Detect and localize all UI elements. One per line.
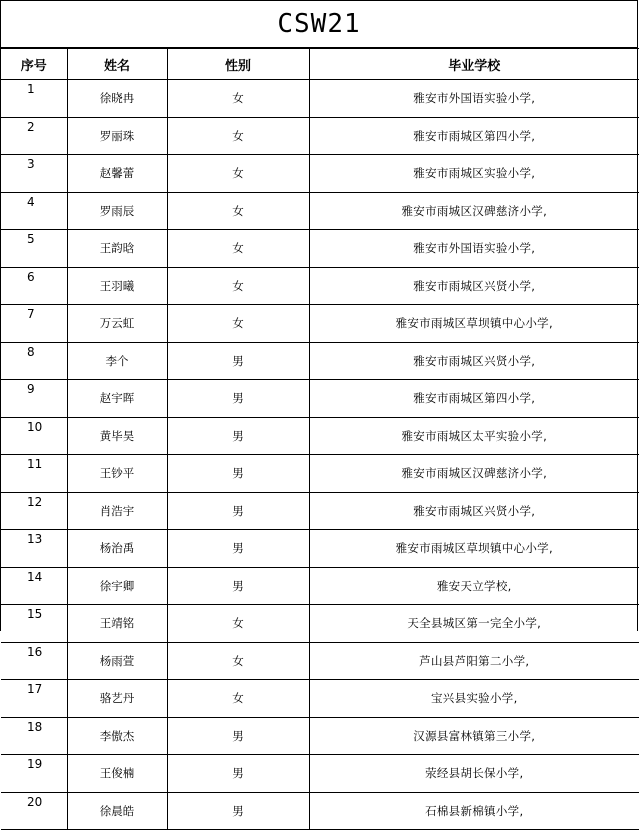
row-number: 14 (1, 567, 67, 605)
student-gender: 男 (167, 792, 309, 830)
student-name: 王韵晗 (67, 230, 167, 268)
student-gender: 女 (167, 680, 309, 718)
table-row (1, 455, 639, 493)
table-row (1, 755, 639, 793)
row-number: 16 (1, 642, 67, 680)
student-gender: 女 (167, 117, 309, 155)
row-number: 12 (1, 492, 67, 530)
school-name: 荥经县胡长保小学, (309, 755, 639, 793)
school-name: 雅安市雨城区汉碑慈济小学, (309, 192, 639, 230)
sheet-title: CSW21 (1, 0, 637, 48)
table-row (1, 192, 639, 230)
student-name: 李个 (67, 342, 167, 380)
row-number: 4 (1, 192, 67, 230)
school-name: 雅安市雨城区草坝镇中心小学, (309, 530, 639, 568)
student-name: 黄毕昊 (67, 417, 167, 455)
row-number: 6 (1, 267, 67, 305)
row-number: 15 (1, 605, 67, 643)
row-number: 10 (1, 417, 67, 455)
row-number: 17 (1, 680, 67, 718)
student-name: 徐晨皓 (67, 792, 167, 830)
student-name: 骆艺丹 (67, 680, 167, 718)
table-row (1, 417, 639, 455)
row-number: 8 (1, 342, 67, 380)
student-gender: 男 (167, 567, 309, 605)
table-row (1, 792, 639, 830)
student-gender: 女 (167, 155, 309, 193)
table-row (1, 680, 639, 718)
student-gender: 女 (167, 305, 309, 343)
student-gender: 女 (167, 80, 309, 118)
row-number: 13 (1, 530, 67, 568)
student-gender: 女 (167, 267, 309, 305)
table-row (1, 530, 639, 568)
student-gender: 男 (167, 417, 309, 455)
school-name: 汉源县富林镇第三小学, (309, 717, 639, 755)
school-name: 天全县城区第一完全小学, (309, 605, 639, 643)
school-name: 雅安天立学校, (309, 567, 639, 605)
student-name: 王羽曦 (67, 267, 167, 305)
row-number: 7 (1, 305, 67, 343)
header-row (1, 49, 639, 80)
table-row (1, 492, 639, 530)
student-gender: 女 (167, 605, 309, 643)
header-name: 姓名 (67, 49, 167, 80)
student-name: 罗雨辰 (67, 192, 167, 230)
school-name: 雅安市雨城区实验小学, (309, 155, 639, 193)
table-row (1, 305, 639, 343)
row-number: 5 (1, 230, 67, 268)
student-name: 李傲杰 (67, 717, 167, 755)
school-name: 雅安市雨城区第四小学, (309, 117, 639, 155)
student-name: 王靖铭 (67, 605, 167, 643)
table-row (1, 380, 639, 418)
row-number: 11 (1, 455, 67, 493)
student-name: 肖浩宇 (67, 492, 167, 530)
student-gender: 男 (167, 755, 309, 793)
header-school: 毕业学校 (309, 49, 639, 80)
student-name: 杨治禹 (67, 530, 167, 568)
row-number: 19 (1, 755, 67, 793)
student-name: 徐晓冉 (67, 80, 167, 118)
table-row (1, 717, 639, 755)
row-number: 18 (1, 717, 67, 755)
table-row (1, 567, 639, 605)
student-gender: 男 (167, 717, 309, 755)
header-no: 序号 (1, 49, 67, 80)
student-gender: 女 (167, 192, 309, 230)
student-table (1, 48, 639, 830)
row-number: 20 (1, 792, 67, 830)
school-name: 雅安市雨城区汉碑慈济小学, (309, 455, 639, 493)
row-number: 9 (1, 380, 67, 418)
student-name: 王俊楠 (67, 755, 167, 793)
student-gender: 男 (167, 492, 309, 530)
table-row (1, 230, 639, 268)
table-row (1, 117, 639, 155)
student-gender: 女 (167, 230, 309, 268)
table-row (1, 267, 639, 305)
school-name: 芦山县芦阳第二小学, (309, 642, 639, 680)
school-name: 雅安市雨城区第四小学, (309, 380, 639, 418)
student-name: 王钞平 (67, 455, 167, 493)
student-name: 万云虹 (67, 305, 167, 343)
row-number: 2 (1, 117, 67, 155)
school-name: 雅安市雨城区兴贤小学, (309, 342, 639, 380)
school-name: 宝兴县实验小学, (309, 680, 639, 718)
school-name: 雅安市雨城区兴贤小学, (309, 267, 639, 305)
student-gender: 男 (167, 380, 309, 418)
table-row (1, 642, 639, 680)
school-name: 雅安市雨城区草坝镇中心小学, (309, 305, 639, 343)
school-name: 雅安市外国语实验小学, (309, 80, 639, 118)
school-name: 雅安市雨城区兴贤小学, (309, 492, 639, 530)
table-row (1, 80, 639, 118)
table-row (1, 605, 639, 643)
student-name: 杨雨萱 (67, 642, 167, 680)
school-name: 石棉县新棉镇小学, (309, 792, 639, 830)
table-row (1, 342, 639, 380)
student-gender: 女 (167, 642, 309, 680)
header-gender: 性别 (167, 49, 309, 80)
student-name: 徐宇卿 (67, 567, 167, 605)
school-name: 雅安市外国语实验小学, (309, 230, 639, 268)
row-number: 3 (1, 155, 67, 193)
student-gender: 男 (167, 455, 309, 493)
table-row (1, 155, 639, 193)
student-name: 赵馨蕾 (67, 155, 167, 193)
row-number: 1 (1, 80, 67, 118)
student-name: 赵宇晖 (67, 380, 167, 418)
student-gender: 男 (167, 342, 309, 380)
student-name: 罗丽珠 (67, 117, 167, 155)
student-gender: 男 (167, 530, 309, 568)
school-name: 雅安市雨城区太平实验小学, (309, 417, 639, 455)
